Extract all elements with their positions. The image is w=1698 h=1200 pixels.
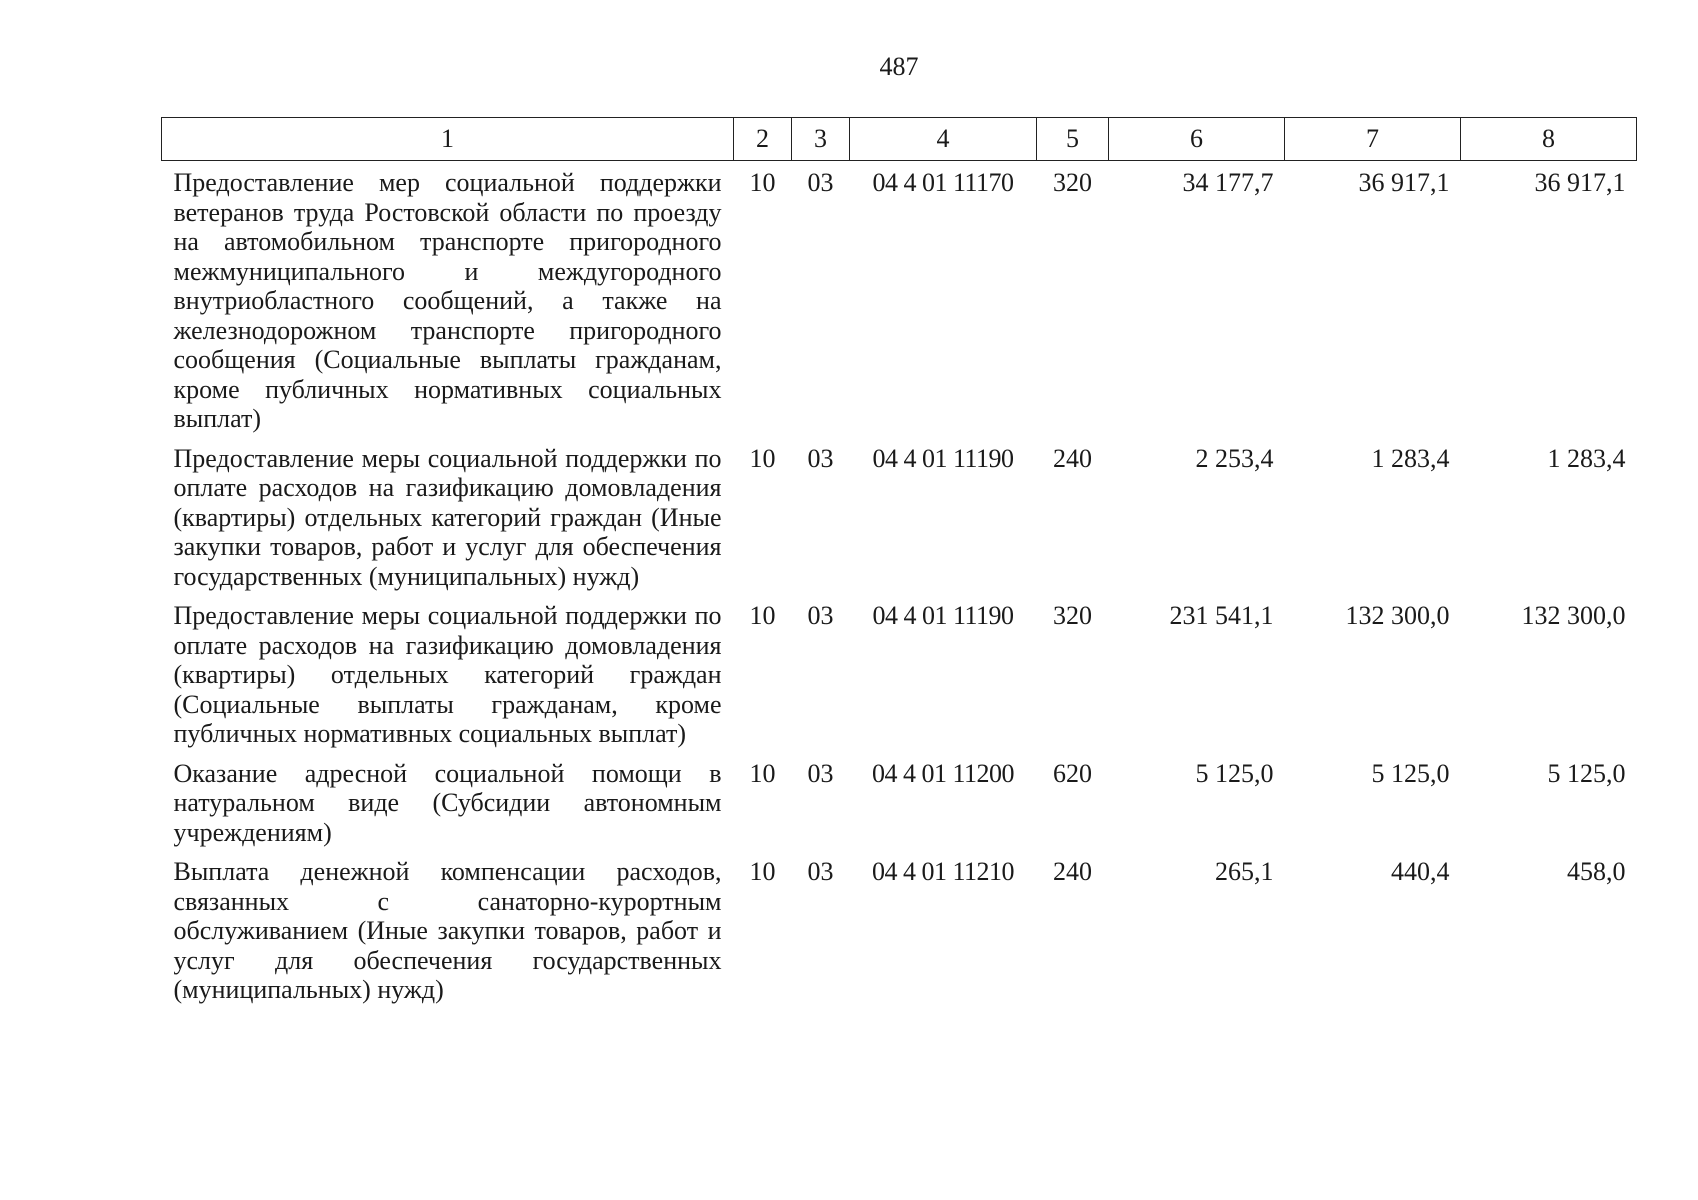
table-row [162,601,1637,759]
row-expense-type: 320 [1053,601,1092,630]
row-section: 10 [749,857,776,886]
column-header-7: 7 [1285,118,1461,161]
row-description: Предоставление меры социальной поддержки по оплате расходов на газификацию домовладения (квартиры) отдельных категорий граждан (Социальные выплаты гражданам, кроме публичных нормативных социальных выплат) [173,601,722,748]
row-subsection: 03 [807,857,834,886]
column-header-8: 8 [1461,118,1637,161]
row-amount-col7: 36 917,1 [1358,168,1450,197]
budget-table [161,117,1637,1015]
column-header-5: 5 [1037,118,1109,161]
row-target-code: 04 4 01 11190 [872,601,1014,630]
row-amount-col7: 440,4 [1391,857,1450,886]
row-amount-col6: 265,1 [1215,857,1274,886]
row-description: Выплата денежной компенсации расходов, связанных с санаторно-курортным обслуживанием (Иные закупки товаров, работ и услуг для обеспечения государственных (муниципальных) нужд) [173,857,722,1004]
row-expense-type: 240 [1053,857,1092,886]
row-amount-col8: 458,0 [1567,857,1626,886]
row-expense-type: 620 [1053,758,1092,788]
header-row [162,118,1637,161]
row-amount-col8: 5 125,0 [1547,758,1626,788]
column-header-4: 4 [850,118,1037,161]
row-expense-type: 320 [1053,168,1092,197]
row-section: 10 [749,758,776,788]
column-header-6: 6 [1109,118,1285,161]
row-target-code: 04 4 01 11190 [872,443,1014,473]
row-target-code: 04 4 01 11170 [872,168,1014,197]
row-amount-col8: 132 300,0 [1521,601,1626,630]
row-amount-col7: 132 300,0 [1345,601,1450,630]
row-section: 10 [749,601,776,630]
row-description: Предоставление меры социальной поддержки по оплате расходов на газификацию домовладения (квартиры) отдельных категорий граждан (Иные закупки товаров, работ и услуг для обеспечения государственных (муниципальных) нужд) [173,443,722,591]
row-subsection: 03 [807,168,834,197]
table-row [162,444,1637,602]
table-header [162,118,1637,161]
row-section: 10 [749,443,776,473]
row-subsection: 03 [807,443,834,473]
row-amount-col8: 1 283,4 [1547,443,1626,473]
row-amount-col7: 5 125,0 [1371,758,1450,788]
row-section: 10 [749,168,776,197]
row-amount-col6: 5 125,0 [1195,758,1274,788]
row-description: Оказание адресной социальной помощи в натуральном виде (Субсидии автономным учреждениям) [173,758,722,847]
page-number: 487 [879,52,919,81]
table-row [162,857,1637,1015]
row-subsection: 03 [807,758,834,788]
table-row [162,759,1637,858]
row-target-code: 04 4 01 11200 [871,758,1015,788]
row-amount-col7: 1 283,4 [1371,443,1450,473]
table-body [162,161,1637,1015]
row-amount-col6: 2 253,4 [1195,443,1274,473]
row-expense-type: 240 [1053,443,1092,473]
row-description: Предоставление мер социальной поддержки ветеранов труда Ростовской области по проезду на автомобильном транспорте пригородного межмуниципального и междугородного внутриобластного сообщений, а также на железнодорожном транспорте пригородного сообщения (Социальные выплаты гражданам, кроме публичных нормативных социальных выплат) [173,168,722,433]
column-header-1: 1 [162,118,734,161]
row-amount-col6: 231 541,1 [1169,601,1274,630]
row-subsection: 03 [807,601,834,630]
column-header-3: 3 [792,118,850,161]
row-target-code: 04 4 01 11210 [871,857,1015,886]
row-amount-col8: 36 917,1 [1534,168,1626,197]
row-amount-col6: 34 177,7 [1182,168,1274,197]
column-header-2: 2 [734,118,792,161]
table-row [162,161,1637,444]
